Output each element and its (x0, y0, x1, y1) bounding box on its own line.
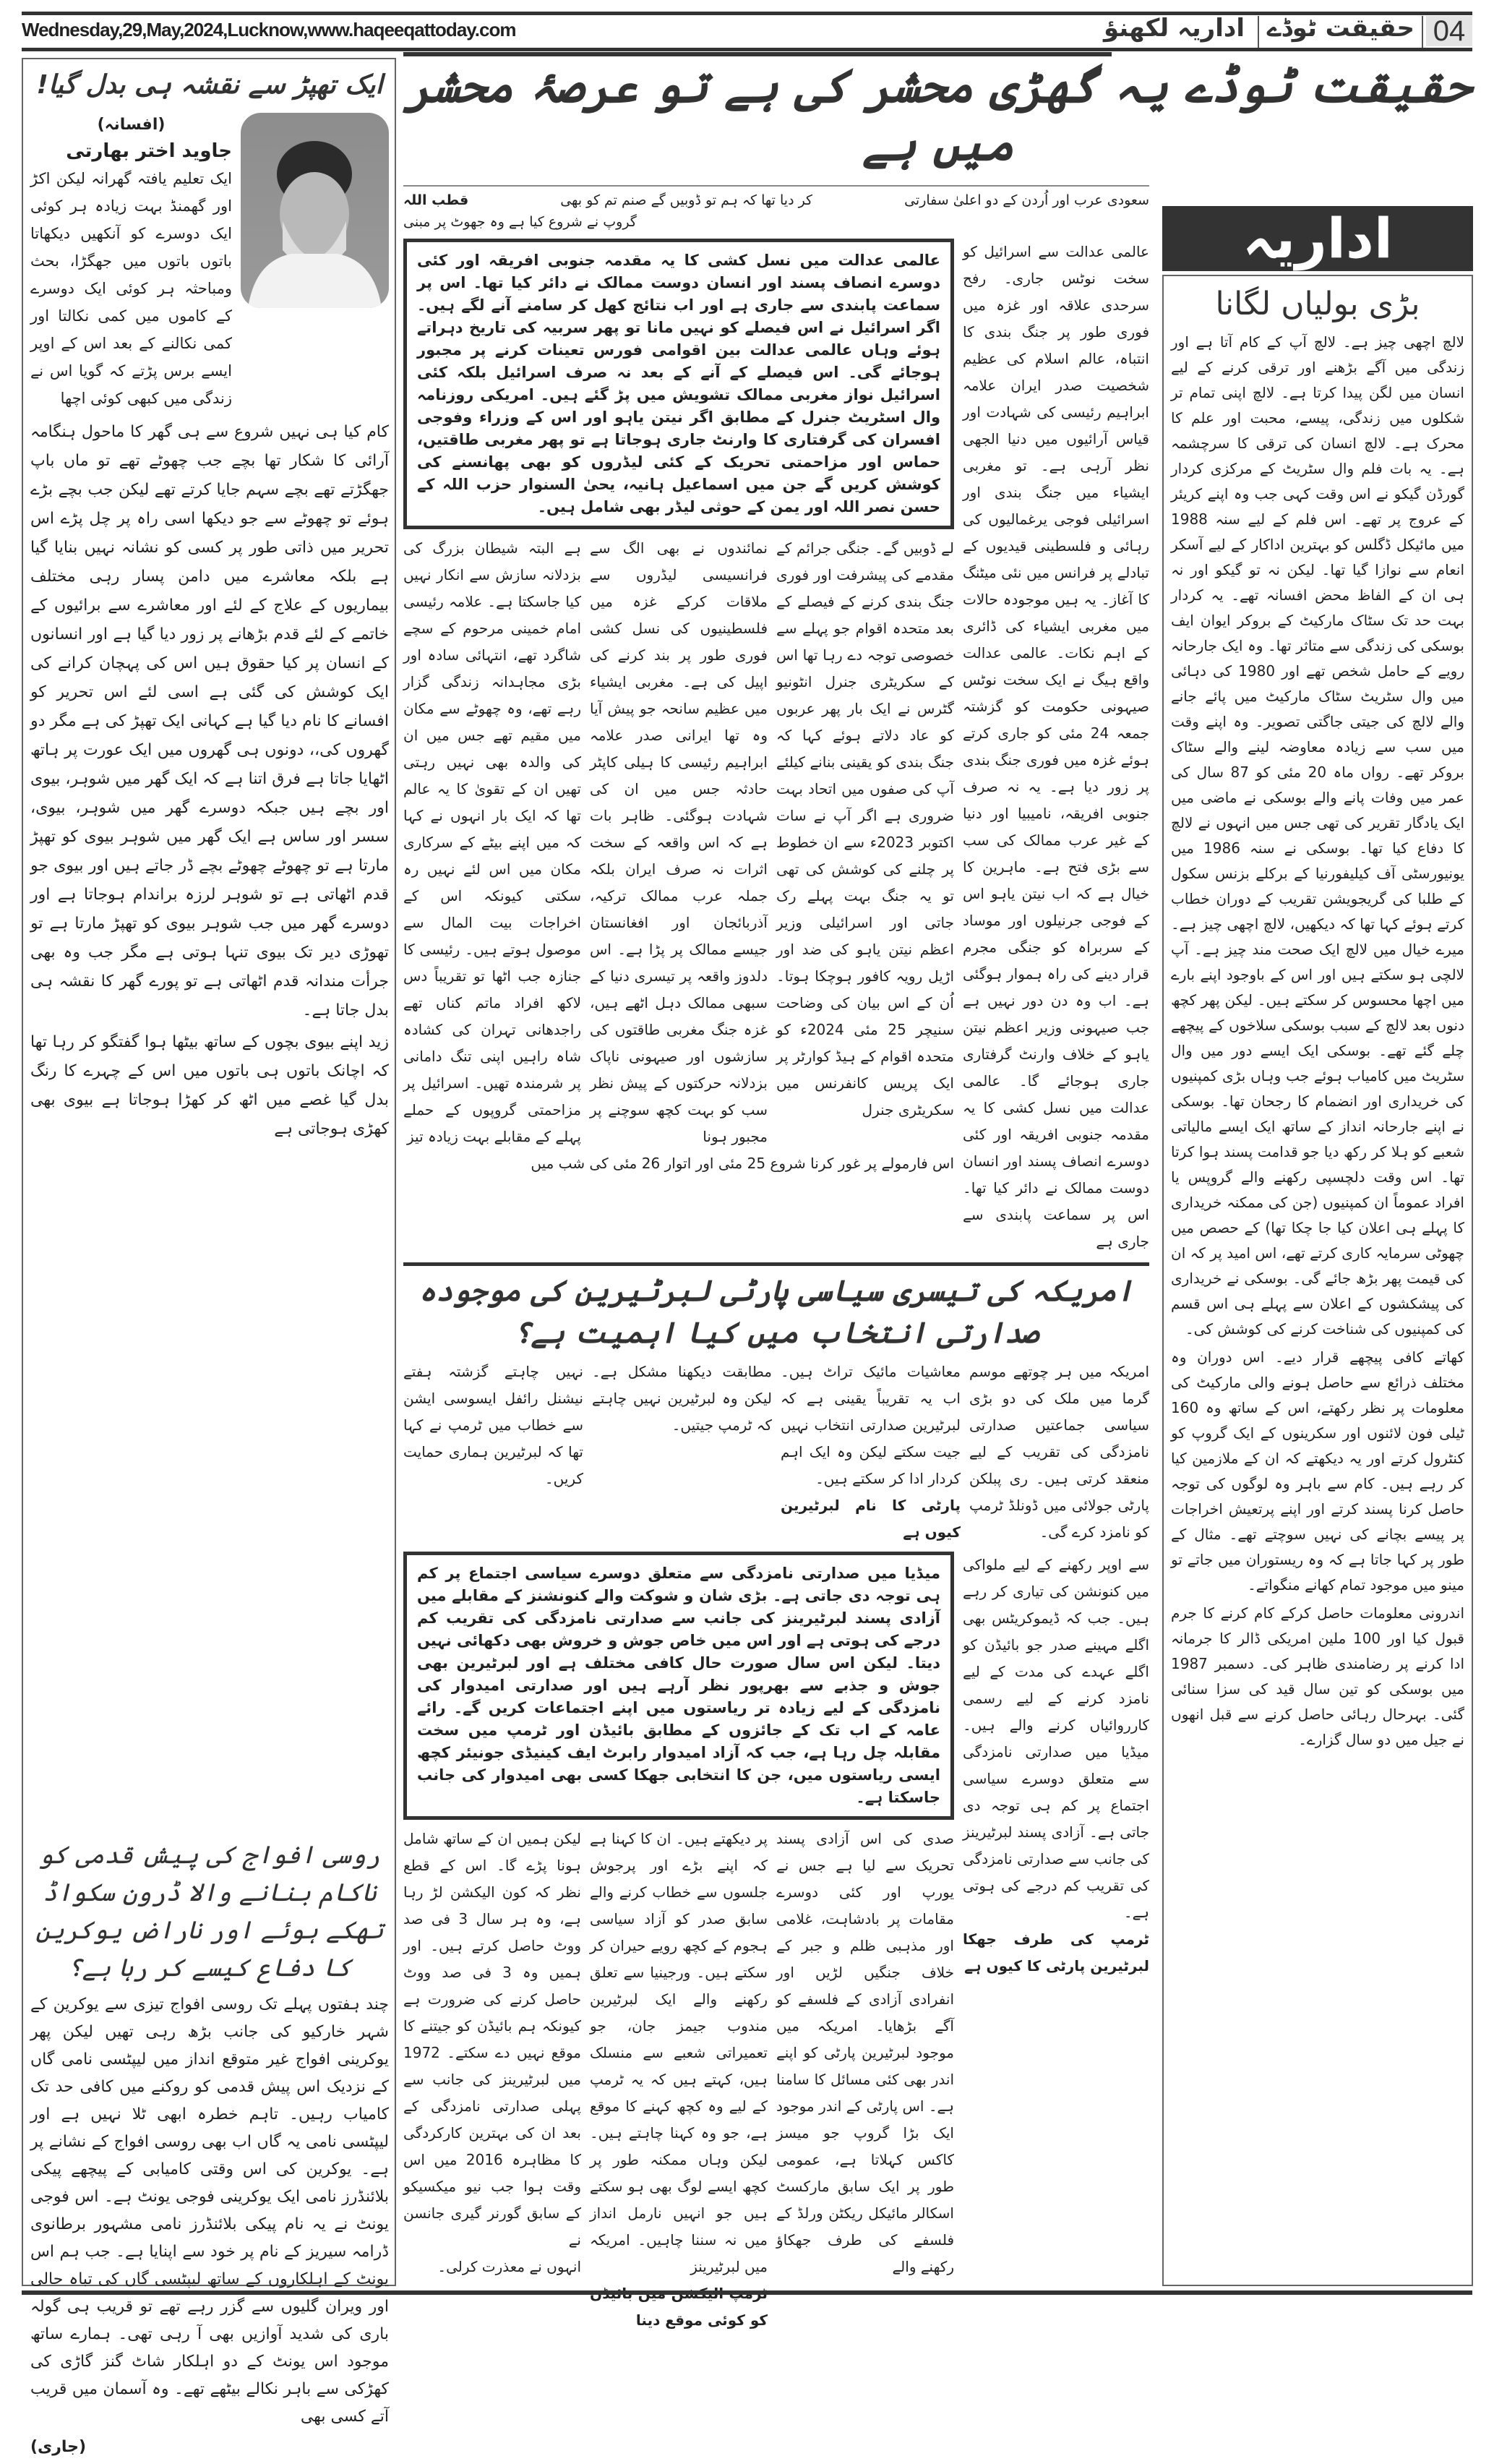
editorial-flow (1162, 206, 1473, 2286)
highlight-box: عالمی عدالت میں نسل کشی کا یہ مقدمہ جنوبی افریقہ اور کئی دوسرے انصاف پسند اور انسان دوست ممالک نے دائر کیا تھا۔ اس پر سماعت پابندی سے جاری ہے اور اب نتائج کھل کر سامنے آنے لگے ہیں۔ اگر اسرائیل نے اس فیصلے کو نہیں مانا تو پھر سربیہ کی تاریخ دہراتے ہوئے وہاں عالمی عدالت بین اقوامی فورس تعینات کرنے پر مجبور ہوجائے گی۔ اس فیصلے کے آنے کے بعد نہ صرف اسرائیل بلکہ کئی اسرائیل نواز مغربی ممالک تشویش میں پڑ گئے ہیں۔ امریکی روزنامہ وال اسٹریٹ جنرل کے مطابق اگر نیتن یاہو اور اس کے وزراء وفوجی افسران کی گرفتاری کا وارنٹ جاری ہوجاتا ہے تو پھر مغربی طاقتیں، حماس اور مزاحمتی تحریک کے کئی لیڈروں کو بھی پھانسنے کی کوشش کریں گے جن میں اسماعیل ہانیہ، یحیٰ السنوار حزب اللہ کے حسن نصر اللہ اور یمن کے حوثی لیڈر بھی شامل ہیں۔ (403, 239, 954, 529)
continued-marker: (جاری) (30, 2438, 87, 2456)
center-column-3: لے ڈوبیں گے۔ جنگی جرائم کے مقدمے کی پیشرفت اور فوری جنگ بندی کرنے کے فیصلے کے بعد متحدہ اقوام جو پہلے سے خصوصی توجہ دے رہا تھا اس کے سکریٹری جنرل انٹونیو گٹرس نے ایک بار پھر عربوں کو عاد دلاتے ہوئے کہا کہ جنگ بندی کو یقینی بنانے کیلئے آپ کی صفوں میں اتحاد بہت ضروری ہے اگر آپ نے سات اکتوبر 2023ء سے ان خطوط پر چلنے کی کوشش کی تھی تو یہ جنگ بہت پہلے رک جاتی اور اسرائیلی وزیر اعظم نیتن یاہو کی ضد اور اڑیل رویہ کافور ہوچکا ہوتا۔ اُن کے اس بیان کی وضاحت سنیچر 25 مئی 2024ء کو متحدہ اقوام کے ہیڈ کوارٹر پر ایک پریس کانفرنس میں سکریٹری جنرل (776, 539, 955, 1118)
header-top-rule (22, 12, 1472, 15)
main-headline: حقیقت ٹوڈے یہ گھڑی محشر کی ہے تو عرصۂ محشر میں ہے (405, 60, 1472, 171)
article-genre: (افسانہ) (97, 116, 166, 134)
paragraph: چند ہفتوں پہلے تک روسی افواج تیزی سے یوکرین کے شہر خارکیو کی جانب بڑھ رہی تھیں لیکن پھر یوکرینی افواج غیر متوقع انداز میں لیپٹسی نامی گاں کے نزدیک اس پیش قدمی کو روکنے میں کافی حد تک کامیاب رہیں۔ تاہم خطرہ ابھی ٹلا نہیں ہے اور لیپٹسی نامی یہ گاں اب بھی روسی افواج کے نشانے پر ہے۔ یوکرین کی اس وقتی کامیابی کے پیچھے پیکی بلائنڈرز نامی ایک یوکرینی فوجی یونٹ ہے۔ اس فوجی یونٹ نے یہ نام پیکی بلائنڈرز نامی مشہور برطانوی ڈرامہ سیریز کے نام پر خود سے اپنایا ہے۔ جب ہم اس یونٹ کے اہلکاروں کے ساتھ لیپٹسی گاں کی تباہ حالی اور ویران گلیوں سے گزر رہے تھے تو قریب ہی گولہ باری کی شدید آوازیں بھی آ رہی تھی۔ ہمارے ساتھ موجود اس یونٹ کے دو اہلکار شاٹ گنز گاڑی کی کھڑکی سے باہر نکالے بیٹھے تھے۔ وہ آسمان میں قریب آتے کسی بھی (30, 1995, 389, 2426)
author-name: جاوید اختر بھارتی (66, 140, 232, 162)
paragraph: زید اپنے بیوی بچوں کے ساتھ بیٹھا ہوا گفتگو کر رہا تھا کہ اچانک باتوں ہی باتوں میں اس کے چہرے کا رنگ بدل گیا غصے میں اٹھ کر کھڑا ہوجاتا ہے بیوی بھی کھڑی ہوجاتی ہے (30, 1033, 389, 1138)
byline-snippet: سعودی عرب اور اُردن کے دو اعلیٰ سفارتی (904, 192, 1149, 208)
page-number: 04 (1426, 16, 1472, 46)
byline-rule (403, 185, 1149, 187)
left-column-flow (30, 65, 389, 2464)
center-top-main (403, 239, 954, 1177)
center-bottom-section (403, 1552, 1149, 2334)
paragraph: لالچ اچھی چیز ہے۔ لالچ آپ کے کام آتا ہے اور زندگی میں آگے بڑھنے اور ترقی کرنے کے لیے انسان میں لگن پیدا کرتا ہے۔ لالچ اپنی تمام تر شکلوں میں زندگی، پیسے، محبت اور علم کا محرک ہے۔ لالچ انسان کی ترقی کا سرچشمہ ہے۔ یہ بات فلم وال سٹریٹ کے مرکزی کردار گورڈن گیکو نے اس وقت کہی جب وہ اپنے کریئر کے عروج پر تھے۔ اس فلم کے لیے سنہ 1988 میں مائیکل ڈگلس کو بہترین اداکار کے لیے آسکر انعام سے نوازا گیا تھا۔ لیکن نہ تو گیکو اور نہ ہی ان کے الفاظ محض افسانہ تھے۔ یہ کردار بہت حد تک سٹاک مارکیٹ کے بروکر ایوان ایف بوسکی کی زندگی سے متاثر تھا۔ وہ ایک جارحانہ رویے کے حامل شخص تھے اور 1980 کی دہائی میں وال سٹریٹ سٹاک مارکیٹ میں پائے جانے والے لالچ کی جیتی جاگتی تصویر۔ وہ اپنے وقت میں سب سے زیادہ معاوضہ لینے والے سٹاک بروکر تھے۔ رواں ماہ 20 مئی کو 87 سال کی عمر میں وفات پانے والے بوسکی نے ماضی میں ایک یادگار تقریر کی تھی جس میں انہوں نے لالچ کا دفاع کیا تھا۔ بوسکی نے سنہ 1986 میں یونیورسٹی آف کیلیفورنیا کے برکلے بزنس سکول کے طلبا کی گریجویشن تقریب کے دوران خطاب کرتے ہوئے کہا تھا کہ دیکھیں، لالچ اچھی چیز ہے۔ میرے خیال میں لالچ ایک صحت مند چیز ہے۔ آپ لالچی ہو سکتے ہیں اور اس کے باوجود اپنے بارے میں اچھا محسوس کر سکتے ہیں۔ لیکن پھر کچھ دنوں بعد لالچ کے سبب بوسکی سلاخوں کے پیچھے چلے گئے تھے۔ بوسکی ایک ایسے دور میں وال سٹریٹ میں کامیاب ہوئے جب وہاں بڑی کمپنیوں کی خریداری اور انضمام کا رجحان تھا۔ بوسکی نے اپنے جارحانہ انداز کے ساتھ ایک ایسے مالیاتی شعبے کو ہلا کر رکھ دیا جو قدامت پسند ہوا کرتا تھا۔ اس وقت دلچسپی رکھنے والے گروپس یا افراد عموماً ان کمپنیوں (جن کی ممکنہ خریداری کا پہلے ہی اعلان کیا جا چکا تھا) کے حصص میں چھوٹی سرمایہ کاری کرتے تھے، اس امید پر کہ ان کی قیمت پھر بڑھ جائے گی۔ بوسکی نے خریداری کی پیشکشوں کے اعلان سے پہلے ہی اس قسم کی کمپنیوں کی شناخت کرنے کی کوشش کی۔ (1171, 333, 1464, 1338)
left-article-lead-text (30, 113, 232, 412)
author-portrait-icon (241, 113, 389, 308)
left-article (30, 65, 389, 1836)
left-article-lead (30, 113, 389, 412)
center-bottom-column-1 (403, 1826, 581, 2280)
paragraph: کھاتے کافی پیچھے قرار دیے۔ اس دوران وہ مختلف ذرائع سے حاصل ہونے والی مارکیٹ کی معلومات پر نظر رکھتے، اس کے ساتھ وہ 160 ٹیلی فون لائنوں اور سکرینوں کے ایک گروپ کو کنٹرول کرتے اور یہ دیکھتے کہ ان کے ملازمین کیا کر رہے ہیں۔ کام سے باہر وہ لوگوں کی توجہ حاصل کرنا پسند کرتے اور اپنے پرتعیش اخراجات پر پیسے بچانے کی نہیں سوچتے تھے۔ مثال کے طور پر کہا جاتا ہے کہ وہ ریستوران میں جاتے تو مینو میں موجود تمام کھانے منگواتے۔ (1171, 1348, 1464, 1594)
section-name: اداریہ لکھنؤ (1103, 14, 1245, 43)
intro-column (781, 1359, 961, 1546)
header-divider (1422, 16, 1423, 48)
byline-snippet: گروپ نے شروع کیا ہے وہ جھوٹ پر مبنی (403, 214, 637, 230)
byline-snippet: کر دیا تھا کہ ہم تو ڈوبیں گے صنم تم کو بھی (560, 192, 813, 208)
editorial-box (1162, 275, 1473, 2286)
center-side-column: عالمی عدالت سے اسرائیل کو سخت نوٹس جاری۔ رفح سرحدی علاقہ اور غزہ میں فوری طور پر جنگ بندی کا انتباہ، عالم اسلام کی عظیم شخصیت صدر ایران علامہ ابراہیم رئیسی کی شہادت اور قیاس آرائیوں میں دنیا الجھی نظر آرہی ہے۔ تو مغربی ایشیاء میں جنگ بندی اور اسرائیلی فوجی یرغمالیوں کی رہائی و فلسطینی قیدیوں کے تبادلے پر فرانس میں نئی میٹنگ کا آغاز۔ یہ ہیں موجودہ حالات میں مغربی ایشیاء کی ڈائری کے اہم نکات۔ عالمی عدالت واقع ہیگ نے ایک سخت نوٹس صیہونی حکومت کو گزشتہ جمعہ 24 مئی کو جاری کرتے ہوئے غزہ میں فوری جنگ بندی پر زور دیا ہے۔ یہ نہ صرف جنوبی افریقہ، نامیبیا اور دنیا کے غیر عرب ممالک کی سب سے بڑی فتح ہے۔ ماہرین کا خیال ہے کہ اب نیتن یاہو اس کے فوجی جرنیلوں اور موساد کے سربراہ کو جنگی مجرم قرار دینے کی راہ ہموار ہوگئی ہے۔ اب وہ دن دور نہیں ہے جب صیہونی وزیر اعظم نیتن یاہو کے خلاف وارنٹ گرفتاری جاری ہوجائے گا۔ عالمی عدالت میں نسل کشی کا یہ مقدمہ جنوبی افریقہ اور کئی دوسرے انصاف پسند اور انسان دوست ممالک نے دائر کیا تھا۔ اس پر سماعت پابندی سے جاری ہے (963, 243, 1150, 1250)
subhead: کو کوئی موقع دینا (635, 2311, 768, 2329)
center-bottom-column-3: صدی کی اس آزادی پسند تحریک سے لیا ہے جس نے یورپ اور کئی دوسرے مقامات پر بادشاہت، غلامی اور مذہبی ظلم و جبر کے خلاف جنگیں لڑیں اور انفرادی آزادی کے فلسفے کو آگے بڑھایا۔ امریکہ میں موجود لبرٹیرین پارٹی کو اپنے اندر بھی کئی مسائل کا سامنا ہے۔ اس پارٹی کے اندر موجود ایک بڑا گروپ جو میسز کاکس کہلاتا ہے، عمومی طور پر ایک سابق مارکسٹ اسکالر مائیکل ریکٹن ورلڈ کے فلسفے کی طرف جھکاؤ رکھنے والے (776, 1830, 954, 2275)
paragraph: کام کیا ہی نہیں شروع سے ہی گھر کا ماحول ہنگامہ آرائی کا شکار تھا بچے جب چھوٹے تھے تو ماں باپ جھگڑتے تھے بچے سہم جایا کرتے تھے لیکن جب بچے بڑے ہوئے تو چھوٹے سے جو دیکھا اسی راہ پر چل پڑے اس تحریر میں ذاتی طور پر کسی کو نشانہ نہیں بنایا گیا ہے بلکہ معاشرے میں دامن پسار رہی مختلف بیماریوں کے علاج کے لئے اور معاشرے سے برائیوں کے خاتمے کے لئے قدم بڑھانے پر زور دیا گیا ہے اور انسانوں کے انسان پر کیا حقوق ہیں اس کی پہچان کرانے کی ایک کوشش کی گئی ہے اسی لئے اس تحریر کو افسانے کا نام دیا گیا ہے کہانی ایک تھپڑ کی ہے مگر دو گھروں کی،، دونوں ہی گھروں میں ایک عورت پر ہاتھ اٹھایا جاتا ہے فرق اتنا ہے کہ ایک گھر میں شوہر، بیوی اور بچے ہیں جبکہ دوسرے گھر میں شوہر، بیوی، سسر اور ساس ہے ایک گھر میں شوہر بیوی کو تھپڑ مارتا ہے تو چھوٹے چھوٹے بچے ڈر جاتے ہیں اور بیوی جو قدم اٹھاتی ہے تو شوہر لرزہ براندام ہوجاتا ہے اور دوسرے گھر میں جب شوہر بیوی کو تھپڑ مارتا ہے تو تھوڑی دیر تک بیوی تنہا ہوتی ہے مگر جب وہ بھی جرأت مندانہ قدم اٹھاتی ہے تو پورے گھر کا نقشہ ہی بدل جاتا ہے۔ (30, 423, 389, 1019)
center-bottom-column-2 (590, 1826, 768, 2334)
paragraph: مطابقت دیکھنا مشکل ہے۔ لیکن وہ لبرٹیرین نہیں چاہتے کہ ٹرمپ جیتیں۔ (592, 1363, 772, 1434)
center-column-footer: اس فارمولے پر غور کرنا شروع 25 مئی اور اتوار 26 مئی کی شب میں (531, 1155, 954, 1172)
author-photo (241, 113, 389, 308)
intro-columns (403, 1359, 1149, 1546)
intro-column (592, 1359, 772, 1439)
dateline: Wednesday,29,May,2024,Lucknow,www.haqeeqattoday.com (22, 19, 516, 40)
center-bottom-main (403, 1552, 954, 2334)
highlight-box-2: میڈیا میں صدارتی نامزدگی سے متعلق دوسرے سیاسی اجتماع پر کم ہی توجہ دی جاتی ہے۔ بڑی شان و شوکت والے کنونشنز کے مقابلے میں آزادی پسند لبرٹیرینز کی جانب سے صدارتی نامزدگی کی تقریب کم درجے کی ہوتی ہے اور اس میں خاص جوش و خروش بھی دکھائی نہیں دیتا۔ لیکن اس سال صورت حال کافی مختلف ہے اور لبرٹیرین بھی جوش و جذبے سے بھرپور نظر آرہے ہیں اور صدارتی امیدوار کی نامزدگی کے لیے زیادہ تر ریاستوں میں اپنے اجتماعات کریں گے۔ رائے عامہ کے اب تک کے جائزوں کے مطابق بائیڈن اور ٹرمپ میں سخت مقابلہ چل رہا ہے، جب کہ آزاد امیدوار رابرٹ ایف کینیڈی جونیئر کچھ ایسی ریاستوں میں، جن کا انتخابی جھکا کسی بھی امیدوار کی جانب جاسکتا ہے۔ (403, 1552, 954, 1820)
brand-logo: حقیقت ٹوڈے (1266, 14, 1414, 43)
byline-row (403, 189, 1149, 233)
intro-column (403, 1359, 583, 1492)
headline-top-rule (403, 52, 1112, 56)
center-column-2: نمائندوں نے بھی الگ سے فرانسیسی لیڈروں سے ملاقات کرکے غزہ میں فلسطینیوں کی نسل کشی فوری طور پر بند کرنے کی اپیل کی ہے۔ مغربی ایشیاء میں عظیم سانحہ جو پیش آیا وہ تھا ایرانی صدر علامہ ابراہیم رئیسی کا ہیلی کاپٹر حادثہ جس میں ان کی شہادت ہوگئی۔ ظاہر بات ہے کہ اس واقعہ کے سخت اثرات نہ صرف ایران بلکہ جملہ عرب ممالک ترکیہ، آذربائجان اور افغانستان جیسے ممالک پر پڑا ہے۔ اس دلدوز واقعہ پر تیسری دنیا کے سبھی ممالک دہل اٹھے ہیں، غزہ جنگ مغربی طاقتوں کی سازشوں اور صیہونی ناپاک بزدلانہ حرکتوں کے پیش نظر سب کو بہت کچھ سوچنے پر مجبور ہونا (590, 539, 768, 1145)
byline-author: قطب اللہ (403, 192, 469, 208)
paragraph: اندرونی معلومات حاصل کرکے کام کرنے کا جرم قبول کیا اور 100 ملین امریکی ڈالر کا جرمانہ ادا کرنے پر رضامندی ظاہر کی۔ دسمبر 1987 میں بوسکی کو تین سال قید کی سزا سنائی گئی۔ بہرحال رہائی حاصل کرنے سے قبل انھوں نے جیل میں دو سال گزارے۔ (1171, 1604, 1464, 1748)
paragraph: امریکہ میں ہر چوتھے موسم گرما میں ملک کی دو بڑی سیاسی جماعتیں صدارتی نامزدگی کی تقریب کے لیے منعقد کرتی ہیں۔ ری پبلکن پارٹی جولائی میں ڈونلڈ ٹرمپ کو نامزد کرے گی۔ (969, 1363, 1149, 1541)
intro-column (969, 1359, 1149, 1546)
left-article-2-body (30, 1991, 389, 2461)
left-article-2-headline: روسی افواج کی پیش قدمی کو ناکام بنانے والا ڈرون سکواڈ تھکے ہوئے اور ناراض یوکرین کا دفاع کیسے کر رہا ہے؟ (35, 1841, 384, 1982)
left-article-intro: ایک تعلیم یافتہ گھرانہ لیکن اکڑ اور گھمنڈ بہت زیادہ ہر کوئی ایک دوسرے کو آنکھیں دیکھاتا باتوں باتوں میں جھگڑا، بحث ومباحثہ ہر کوئی ایک دوسرے کے کاموں میں کمی نکالتا اور کمی نکالنے کے بعد اس کے اوپر ایسے برس پڑتے کہ گویا اس نے زندگی میں کبھی کوئی اچھا (30, 170, 232, 407)
paragraph: معاشیات مائیک تراٹ ہیں۔ اب یہ تقریباً یقینی ہے کہ لبرٹیرین صدارتی انتخاب نہیں جیت سکتے لیکن وہ ایک اہم کردار ادا کر سکتے ہیں۔ (781, 1363, 961, 1487)
editorial-headline: بڑی بولیاں لگانا (1215, 286, 1420, 322)
editorial-body (1171, 330, 1464, 1753)
section-rule (403, 1262, 1149, 1266)
header-bottom-rule (22, 48, 1472, 51)
paragraph: پر دیکھتے ہیں۔ ان کا کہنا ہے کہ اپنے بڑے اور پرجوش جلسوں سے خطاب کرنے والے سابق صدر کو آزاد سیاسی ہجوم کے کچھ رویے حیران کر سکتے ہیں۔ ورجینیا سے تعلق رکھنے والے ایک لبرٹیرین مندوب جیمز جان، جو تعمیراتی شعبے سے منسلک ہیں، کہتے ہیں کہ یہ ٹرمپ کے لیے وہ کچھ کہنے کا موقع ہے، جو وہ کہنا چاہتے ہیں۔ لیکن وہاں ممکنہ طور پر کچھ ایسے لوگ بھی ہو سکتے ہیں جو انہیں نارمل انداز میں نہ سننا چاہیں۔ امریکہ میں لبرٹیرینز (590, 1830, 768, 2275)
libertarian-headline: امریکہ کی تیسری سیاسی پارٹی لبرٹیرین کی موجودہ صدارتی انتخاب میں کیا اہمیت ہے؟ (418, 1275, 1134, 1350)
paragraph: انہوں نے معذرت کرلی۔ (437, 2258, 581, 2275)
editorial-banner: اداریہ (1162, 206, 1473, 271)
left-article-headline: ایک تھپڑ سے نقشہ ہی بدل گیا! (36, 70, 383, 100)
paragraph: لیکن ہمیں ان کے ساتھ شامل ہونا پڑے گا۔ اس کے قطع نظر کہ کون الیکشن لڑ رہا ہے، وہ ہر سال 3 فی صد ووٹ حاصل کرتے ہیں۔ اور ہمیں وہ 3 فی صد ووٹ حاصل کرنے کی ضرورت ہے کیونکہ ہم بائیڈن کو جیتنے کا موقع نہیں دے سکتے۔ 1972 میں لبرٹیرینز کی جانب سے پہلی صدارتی نامزدگی کے بعد ان کی بہترین کارکردگی کا مظاہرہ 2016 میں اس وقت ہوا جب نیو میکسیکو کے سابق گورنر گیری جانسن نے (403, 1830, 581, 2249)
paragraph: سے اوپر رکھنے کے لیے ملواکی میں کنونشن کی تیاری کر رہے ہیں۔ جب کہ ڈیموکریٹس بھی اگلے مہینے صدر جو بائیڈن کو اگلے عہدے کی مدت کے لیے نامزد کرنے کے لیے رسمی کارروائیاں کرنے والے ہیں۔ میڈیا میں صدارتی نامزدگی سے متعلق دوسرے سیاسی اجتماع پر کم ہی توجہ دی جاتی ہے۔ آزادی پسند لبرٹیرینز کی جانب سے صدارتی نامزدگی کی تقریب کم درجے کی ہوتی ہے۔ (963, 1556, 1149, 1921)
center-column-1: ہے البتہ شیطان بزرگ کی بزدلانہ سازش سے انکار نہیں کیا جاسکتا ہے۔ علامہ رئیسی امام خمینی مرحوم کے سچے شاگرد تھے، انتہائی سادہ اور بڑی مجاہدانہ زندگی گزار رہے تھے، وہ چھوٹے سے مکان میں مقیم تھے جس میں ان کی والدہ بھی نہیں رہتی تھیں ان کے تقویٰ کا یہ عالم تھا کہ ایک بار انہوں نے کہا کہ میں اپنے بیٹے کے سرکاری مکان میں اس لئے نہیں رہ سکتی کیونکہ اس کے اخراجات بیت المال سے موصول ہوتے ہیں۔ رئیسی کا جنازہ جب اٹھا تو تقریباً دس لاکھ افراد ماتم کناں تھے راجدھانی تہران کی کشادہ شاہ راہیں اپنی تنگ دامانی پر شرمندہ تھیں۔ اسرائیل پر مزاحمتی گروپوں کے حملے پہلے کے مقابلے بہت زیادہ تیز (403, 539, 581, 1145)
center-top-section (403, 239, 1149, 1255)
paragraph: نہیں چاہتے گزشتہ ہفتے نیشنل رائفل ایسوسی ایشن سے خطاب میں ٹرمپ نے کہا تھا کہ لبرٹیرین ہماری حمایت کریں۔ (403, 1363, 583, 1487)
header-divider (1258, 16, 1259, 48)
center-bottom-columns (403, 1826, 954, 2334)
subhead: ٹرمپ کی طرف جھکا لبرٹیرین پارٹی کا کیوں ہے (963, 1930, 1149, 1975)
center-bottom-side-column (963, 1552, 1149, 1980)
page-bottom-rule (22, 2290, 1472, 2295)
subhead: پارٹی کا نام لبرٹیرین کیوں ہے (781, 1497, 961, 1541)
center-top-columns (403, 535, 954, 1150)
left-article-body (30, 418, 389, 1144)
center-flow (403, 185, 1149, 2334)
